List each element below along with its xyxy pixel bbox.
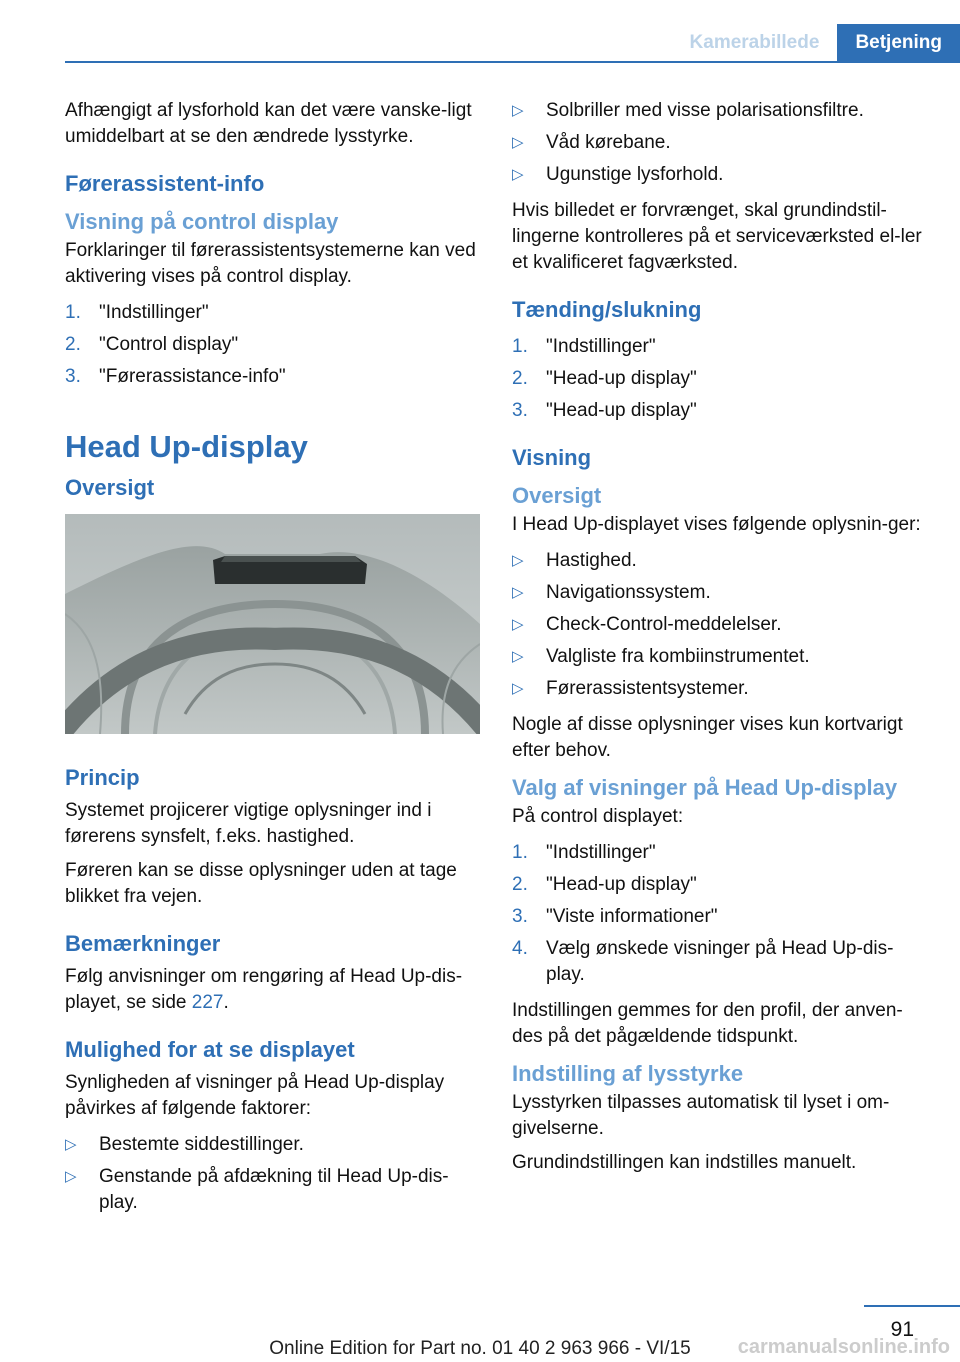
list-item <box>512 130 927 156</box>
paragraph-nogle: Nogle af disse oplysninger vises kun kortvarigt efter behov. <box>512 714 903 761</box>
tab-betjening[interactable]: Betjening <box>837 24 960 62</box>
paragraph-princip-1: Systemet projicerer vigtige oplysninger ind i førerens synsfelt, f.eks. hastighed. <box>65 800 432 847</box>
paragraph-lysstyrke-2: Grundindstillingen kan indstilles manuelt. <box>512 1152 857 1173</box>
bemaerkninger-suffix: . <box>223 992 229 1013</box>
paragraph-forklaringer: Forklaringer til førerassistentsystemerne kan ved aktivering vises på control display. <box>65 240 476 287</box>
header-tabs <box>672 24 960 62</box>
step-number: 1. <box>65 302 81 323</box>
triangle-right-icon: ▷ <box>512 648 524 665</box>
list-item <box>65 332 483 358</box>
triangle-right-icon: ▷ <box>65 1136 77 1153</box>
bemaerkninger-text: Følg anvisninger om rengøring af Head Up-dis-playet, se side <box>65 966 463 1013</box>
step-text: Vælg ønskede visninger på Head Up-dis-play. <box>546 938 894 985</box>
heading-foererassistent-info: Førerassistent-info <box>65 171 265 196</box>
list-item <box>512 840 927 866</box>
heading-bemaerkninger: Bemærkninger <box>65 931 221 956</box>
list-item <box>65 1164 483 1216</box>
bullet-list-oplysninger <box>512 548 927 702</box>
bullet-text: Våd kørebane. <box>546 132 671 153</box>
triangle-right-icon: ▷ <box>512 552 524 569</box>
triangle-right-icon: ▷ <box>512 584 524 601</box>
paragraph-forvraenget: Hvis billedet er forvrænget, skal grundindstil-lingerne kontrolleres på et serviceværksted el-ler et kvalificeret fagværksted. <box>512 200 922 273</box>
list-item <box>512 872 927 898</box>
heading-oversigt: Oversigt <box>65 475 155 500</box>
triangle-right-icon: ▷ <box>512 616 524 633</box>
watermark-logo: carmanualsonline.info <box>737 1336 950 1358</box>
step-number: 1. <box>512 842 528 863</box>
list-item <box>512 366 927 392</box>
bullet-text: Check-Control-meddelelser. <box>546 614 782 635</box>
bullet-text: Solbriller med visse polarisationsfiltre. <box>546 100 864 121</box>
heading-visning: Visning <box>512 445 592 470</box>
list-item <box>65 1132 483 1158</box>
list-item <box>512 936 927 988</box>
list-item <box>65 300 483 326</box>
head-up-display-illustration <box>65 514 480 734</box>
page-reference-link[interactable]: 227 <box>191 992 224 1013</box>
header-rule <box>65 61 960 63</box>
list-item <box>512 676 927 702</box>
step-text: "Viste informationer" <box>546 906 718 927</box>
triangle-right-icon: ▷ <box>512 134 524 151</box>
list-item <box>512 904 927 930</box>
bullet-text: Hastighed. <box>546 550 637 571</box>
list-item <box>512 398 927 424</box>
list-item <box>65 364 483 390</box>
intro-paragraph: Afhængigt af lysforhold kan det være vanske-ligt umiddelbart at se den ændrede lysstyrke. <box>65 100 472 147</box>
heading-head-up-display: Head Up-display <box>65 429 308 464</box>
edition-footer: Online Edition for Part no. 01 40 2 963 966 - VI/15 <box>269 1338 691 1359</box>
paragraph-paa-control: På control displayet: <box>512 806 684 827</box>
list-item <box>512 580 927 606</box>
step-number: 2. <box>512 874 528 895</box>
steps-list-valg <box>512 840 927 988</box>
bullet-text: Valgliste fra kombiinstrumentet. <box>546 646 810 667</box>
list-item <box>512 334 927 360</box>
paragraph-gemmes: Indstillingen gemmes for den profil, der anven-des på det pågældende tidspunkt. <box>512 1000 903 1047</box>
steps-list-foererassistent <box>65 300 483 390</box>
tab-kamerabillede[interactable]: Kamerabillede <box>672 24 838 62</box>
bullet-text: Bestemte siddestillinger. <box>99 1134 304 1155</box>
step-text: "Indstillinger" <box>546 842 656 863</box>
heading-mulighed: Mulighed for at se displayet <box>65 1037 355 1062</box>
heading-taending-slukning: Tænding/slukning <box>512 297 702 322</box>
step-text: "Indstillinger" <box>99 302 209 323</box>
steps-list-taending <box>512 334 927 424</box>
step-text: "Control display" <box>99 334 239 355</box>
step-number: 3. <box>65 366 81 387</box>
paragraph-mulighed: Synligheden af visninger på Head Up-display påvirkes af følgende faktorer: <box>65 1072 445 1119</box>
step-text: "Head-up display" <box>546 874 697 895</box>
heading-visning-control-display: Visning på control display <box>65 209 339 234</box>
right-column <box>512 98 927 1184</box>
step-number: 1. <box>512 336 528 357</box>
step-text: "Førerassistance-info" <box>99 366 286 387</box>
paragraph-bemaerkninger <box>65 964 483 1016</box>
footer-rule <box>864 1305 960 1307</box>
triangle-right-icon: ▷ <box>512 102 524 119</box>
bullet-list-faktorer <box>65 1132 483 1216</box>
list-item <box>512 548 927 574</box>
step-number: 3. <box>512 906 528 927</box>
heading-princip: Princip <box>65 765 140 790</box>
step-number: 4. <box>512 938 528 959</box>
paragraph-oversigt: I Head Up-displayet vises følgende oplysnin-ger: <box>512 514 921 535</box>
triangle-right-icon: ▷ <box>512 680 524 697</box>
triangle-right-icon: ▷ <box>65 1168 77 1185</box>
paragraph-princip-2: Føreren kan se disse oplysninger uden at tage blikket fra vejen. <box>65 860 457 907</box>
left-column <box>65 98 483 1226</box>
heading-oversigt-right: Oversigt <box>512 483 602 508</box>
heading-valg-af-visninger: Valg af visninger på Head Up-display <box>512 775 898 800</box>
triangle-right-icon: ▷ <box>512 166 524 183</box>
step-text: "Head-up display" <box>546 368 697 389</box>
bullet-text: Ugunstige lysforhold. <box>546 164 724 185</box>
bullet-list-faktorer-cont <box>512 98 927 188</box>
step-number: 3. <box>512 400 528 421</box>
bullet-text: Genstande på afdækning til Head Up-dis-play. <box>99 1166 449 1213</box>
list-item <box>512 162 927 188</box>
page-number: 91 <box>890 1318 914 1341</box>
list-item <box>512 612 927 638</box>
list-item <box>512 644 927 670</box>
bullet-text: Navigationssystem. <box>546 582 711 603</box>
paragraph-lysstyrke-1: Lysstyrken tilpasses automatisk til lyset i om-givelserne. <box>512 1092 890 1139</box>
step-text: "Head-up display" <box>546 400 697 421</box>
step-number: 2. <box>512 368 528 389</box>
heading-indstilling-lysstyrke: Indstilling af lysstyrke <box>512 1061 744 1086</box>
bullet-text: Førerassistentsystemer. <box>546 678 749 699</box>
list-item <box>512 98 927 124</box>
step-text: "Indstillinger" <box>546 336 656 357</box>
step-number: 2. <box>65 334 81 355</box>
